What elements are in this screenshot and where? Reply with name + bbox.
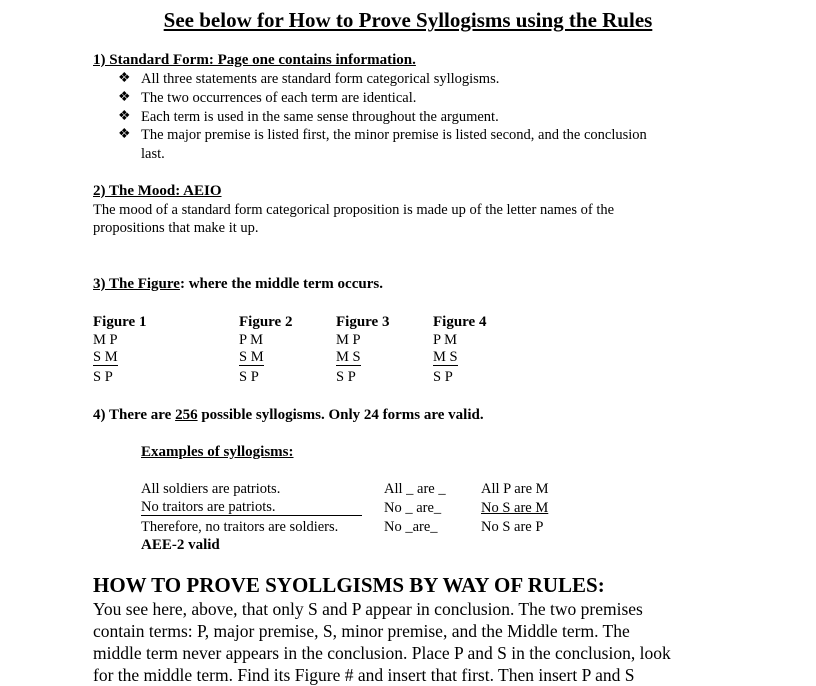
- section-4-pre: 4) There are: [93, 407, 176, 423]
- bullet-item-continuation: last.: [141, 146, 165, 162]
- rules-paragraph-line: for the middle term. Find its Figure # and insert that first. Then insert P and S: [93, 665, 635, 685]
- figure-major-premise: M P: [336, 332, 361, 348]
- diamond-bullet-icon: ❖: [118, 90, 131, 105]
- example-letter-line: No S are P: [481, 519, 544, 535]
- rules-paragraph-line: middle term never appears in the conclusion. Place P and S in the conclusion, look: [93, 643, 671, 663]
- section-3-heading-rest: : where the middle term occurs.: [179, 276, 383, 292]
- section-4-post: possible syllogisms. Only 24 forms are valid.: [197, 407, 484, 423]
- figure-label: Figure 2: [239, 314, 293, 330]
- mood-description-line: propositions that make it up.: [93, 220, 259, 236]
- diamond-bullet-icon: ❖: [118, 71, 131, 86]
- rules-paragraph-line: You see here, above, that only S and P appear in conclusion. The two premises: [93, 599, 643, 619]
- example-form-line: All _ are _: [384, 481, 446, 497]
- example-major-premise: All soldiers are patriots.: [141, 481, 281, 497]
- diamond-bullet-icon: ❖: [118, 109, 131, 124]
- figure-major-premise: P M: [433, 332, 458, 348]
- example-form-line: No _are_: [384, 519, 438, 535]
- example-result: AEE-2 valid: [141, 537, 220, 553]
- example-form-line: No _ are_: [384, 500, 442, 516]
- example-letter-line: All P are M: [481, 481, 549, 497]
- section-3-heading: [93, 276, 383, 293]
- section-2-heading: 2) The Mood: AEIO: [93, 183, 222, 199]
- figure-minor-premise: S M: [239, 349, 264, 365]
- figure-major-premise: M P: [93, 332, 118, 348]
- figure-conclusion: S P: [239, 369, 259, 385]
- bullet-item: The major premise is listed first, the minor premise is listed second, and the conclusion: [141, 127, 647, 143]
- example-letter-line: No S are M: [481, 500, 549, 516]
- page-title: See below for How to Prove Syllogisms using the Rules: [163, 8, 653, 32]
- bullet-item: All three statements are standard form categorical syllogisms.: [141, 71, 500, 87]
- figure-minor-premise: M S: [433, 349, 458, 365]
- section-3-heading-underlined: 3) The Figure: [93, 276, 180, 292]
- rules-heading: HOW TO PROVE SYOLLGISMS BY WAY OF RULES:: [93, 573, 605, 597]
- diamond-bullet-icon: ❖: [118, 127, 131, 142]
- bullet-item: Each term is used in the same sense throughout the argument.: [141, 109, 499, 125]
- section-1-heading: 1) Standard Form: Page one contains information.: [93, 52, 416, 68]
- mood-description-line: The mood of a standard form categorical proposition is made up of the letter names of the: [93, 202, 615, 218]
- figure-minor-premise: S M: [93, 349, 118, 365]
- figure-conclusion: S P: [93, 369, 113, 385]
- syllogism-count: 256: [175, 407, 198, 423]
- figure-major-premise: P M: [239, 332, 264, 348]
- figure-conclusion: S P: [336, 369, 356, 385]
- bullet-item: The two occurrences of each term are identical.: [141, 90, 417, 106]
- figure-minor-premise: M S: [336, 349, 361, 365]
- figure-label: Figure 4: [433, 314, 487, 330]
- rules-paragraph-line: contain terms: P, major premise, S, minor premise, and the Middle term. The: [93, 621, 630, 641]
- example-minor-premise: No traitors are patriots.: [141, 500, 362, 516]
- figure-label: Figure 3: [336, 314, 390, 330]
- section-4-heading: [93, 407, 484, 424]
- figure-conclusion: S P: [433, 369, 453, 385]
- example-conclusion: Therefore, no traitors are soldiers.: [141, 519, 339, 535]
- figure-label: Figure 1: [93, 314, 147, 330]
- examples-heading: Examples of syllogisms:: [141, 444, 294, 460]
